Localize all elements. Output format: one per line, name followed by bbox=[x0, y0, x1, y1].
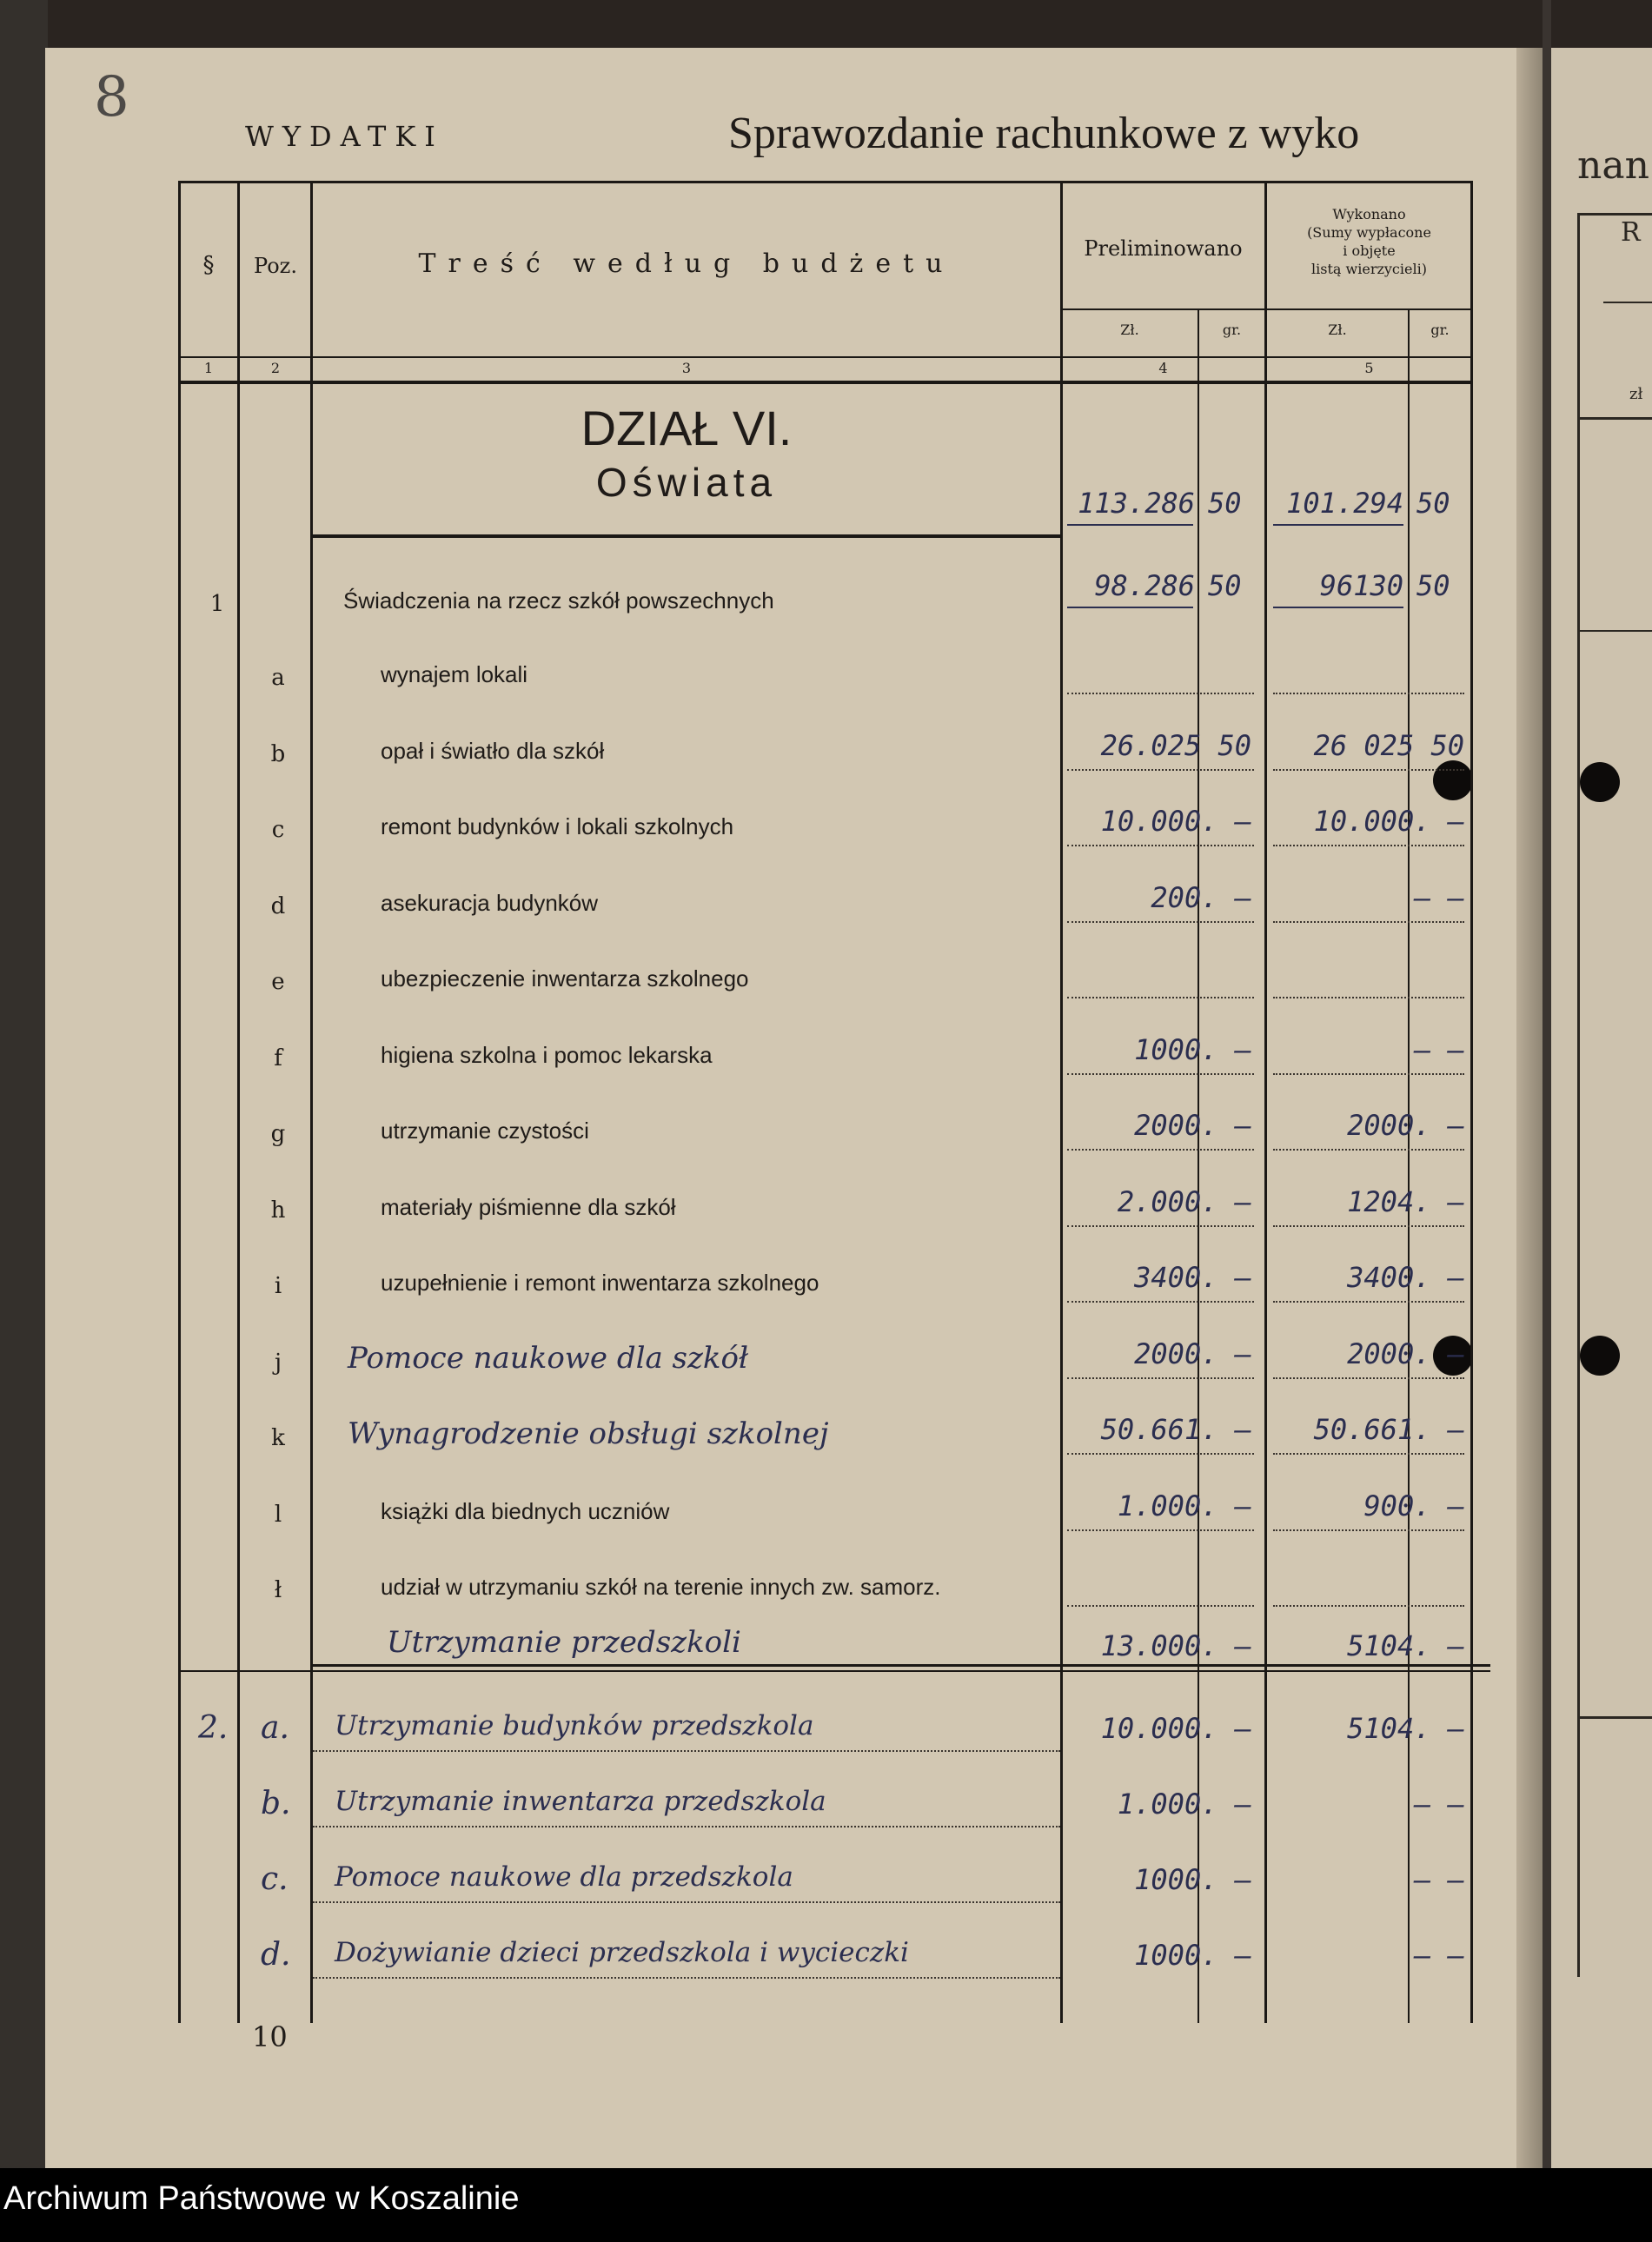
next-page-column-label: R bbox=[1621, 217, 1641, 248]
section-rule bbox=[313, 534, 1062, 538]
dotted-rule bbox=[1067, 921, 1254, 923]
table-top-rule bbox=[178, 181, 1473, 183]
group-prelim-zl: 98.286 bbox=[1094, 569, 1195, 602]
row-label: remont budynków i lokali szkolnych bbox=[381, 813, 734, 839]
paper-edge-shadow bbox=[1516, 48, 1543, 2168]
col-header-wykonano-line: listą wierzycieli) bbox=[1311, 261, 1427, 277]
row-label-handwritten: Utrzymanie budynków przedszkola bbox=[335, 1710, 814, 1741]
row-label: wynajem lokali bbox=[381, 661, 528, 687]
group-wyk-gr: 50 bbox=[1416, 569, 1450, 602]
row-label-handwritten: Pomoce naukowe dla przedszkola bbox=[335, 1861, 793, 1893]
dotted-rule bbox=[1067, 1453, 1254, 1455]
col-header-wykonano-line: (Sumy wypłacone bbox=[1307, 224, 1431, 241]
dotted-rule bbox=[1273, 997, 1464, 998]
group2-wyk: 5104. – bbox=[1347, 1629, 1464, 1662]
row-letter: h bbox=[270, 1197, 286, 1224]
dotted-rule bbox=[1273, 1073, 1464, 1075]
section-wyk-gr: 50 bbox=[1416, 487, 1450, 520]
dotted-rule bbox=[1067, 1605, 1254, 1607]
underline bbox=[1067, 607, 1193, 608]
next-page-rule bbox=[1577, 213, 1580, 1977]
col-rule bbox=[1264, 181, 1267, 2023]
next-page-rule bbox=[1577, 1716, 1652, 1719]
row-wyk: – – bbox=[1414, 1032, 1464, 1066]
unit-zl: Zł. bbox=[1120, 322, 1139, 338]
row-label: książki dla biednych uczniów bbox=[381, 1497, 670, 1524]
col-rule bbox=[237, 181, 240, 2023]
row-label: opał i światło dla szkół bbox=[381, 737, 605, 764]
row-prelim: 1.000. – bbox=[1117, 1788, 1251, 1821]
col-number: 4 bbox=[1158, 360, 1168, 376]
row-wyk: 50.661. – bbox=[1313, 1413, 1464, 1446]
row-prelim: 2.000. – bbox=[1117, 1184, 1251, 1218]
dotted-rule bbox=[1067, 1529, 1254, 1531]
col-number: 2 bbox=[270, 360, 281, 376]
dotted-rule bbox=[1273, 693, 1464, 694]
page-number: 10 bbox=[252, 2020, 288, 2053]
unit-zl: Zł. bbox=[1328, 322, 1347, 338]
dotted-rule bbox=[313, 1901, 1060, 1903]
row-letter: g bbox=[270, 1121, 286, 1147]
row-letter: j bbox=[274, 1349, 282, 1376]
row-prelim: 1000. – bbox=[1134, 1863, 1251, 1896]
section-title: DZIAŁ VI. bbox=[581, 401, 793, 455]
col-header-wykonano-line: Wykonano bbox=[1332, 206, 1406, 222]
row-wyk: 5104. – bbox=[1347, 1712, 1464, 1745]
underline bbox=[1067, 524, 1193, 526]
row-label: utrzymanie czystości bbox=[381, 1118, 589, 1144]
dotted-rule bbox=[1273, 1225, 1464, 1227]
row-letter: e bbox=[271, 969, 285, 995]
dotted-rule bbox=[1273, 1301, 1464, 1303]
row-letter: c bbox=[271, 817, 285, 843]
section-subtitle: Oświata bbox=[595, 460, 778, 505]
row-prelim: 200. – bbox=[1151, 880, 1251, 914]
row-wyk: – – bbox=[1414, 1788, 1464, 1821]
next-page-rule bbox=[1577, 417, 1652, 420]
dotted-rule bbox=[1067, 1073, 1254, 1075]
header-bottom-rule bbox=[178, 381, 1473, 384]
row-letter: k bbox=[271, 1425, 285, 1451]
dotted-rule bbox=[1273, 845, 1464, 846]
pencil-page-mark: 8 bbox=[94, 65, 129, 129]
col-header-preliminowano: Preliminowano bbox=[1084, 236, 1243, 261]
next-page-rule bbox=[1577, 213, 1652, 216]
col-header-poz: Poz. bbox=[254, 254, 297, 278]
archive-name: Archiwum Państwowe w Koszalinie bbox=[3, 2180, 520, 2217]
header-rule bbox=[178, 356, 1473, 358]
row-wyk: 2000. – bbox=[1347, 1109, 1464, 1142]
col-header-paragraph: § bbox=[202, 252, 215, 278]
unit-rule bbox=[1060, 308, 1473, 310]
next-page-fragment bbox=[1551, 48, 1652, 2168]
row-letter: a bbox=[271, 665, 285, 691]
dotted-rule bbox=[313, 1826, 1060, 1827]
section-prelim-gr: 50 bbox=[1208, 487, 1242, 520]
row-prelim: 10.000. – bbox=[1100, 805, 1251, 838]
row-prelim: 1.000. – bbox=[1117, 1489, 1251, 1522]
row-letter: l bbox=[274, 1501, 282, 1528]
unit-gr: gr. bbox=[1222, 322, 1242, 338]
row-wyk: 3400. – bbox=[1347, 1261, 1464, 1294]
row-prelim: 2000. – bbox=[1134, 1337, 1251, 1370]
row-letter: i bbox=[274, 1273, 282, 1299]
paragraph-number: 1 bbox=[209, 591, 225, 617]
underline bbox=[1273, 524, 1403, 526]
group-wyk-zl: 96130 bbox=[1319, 569, 1403, 602]
row-prelim: 1000. – bbox=[1134, 1939, 1251, 1972]
row-letter: f bbox=[274, 1045, 282, 1071]
punch-hole bbox=[1580, 1336, 1620, 1376]
row-wyk: 900. – bbox=[1363, 1489, 1464, 1522]
next-page-title: nan bbox=[1577, 143, 1649, 188]
row-wyk: 10.000. – bbox=[1313, 805, 1464, 838]
row-label: higiena szkolna i pomoc lekarska bbox=[381, 1041, 713, 1068]
row-label-handwritten: Utrzymanie inwentarza przedszkola bbox=[335, 1786, 826, 1817]
dotted-rule bbox=[1273, 1605, 1464, 1607]
row-label: asekuracja budynków bbox=[381, 889, 599, 916]
unit-gr: gr. bbox=[1430, 322, 1450, 338]
next-page-rule bbox=[1577, 630, 1652, 632]
dotted-rule bbox=[1273, 769, 1464, 771]
row-wyk: – – bbox=[1414, 1863, 1464, 1896]
col-number: 5 bbox=[1364, 360, 1374, 376]
underline bbox=[1273, 607, 1403, 608]
row-label: materiały piśmienne dla szkół bbox=[381, 1193, 676, 1220]
row-letter: c. bbox=[261, 1861, 289, 1897]
row-wyk: – – bbox=[1414, 880, 1464, 914]
dotted-rule bbox=[1273, 1453, 1464, 1455]
row-letter: d bbox=[270, 892, 286, 919]
row-label-handwritten: Pomoce naukowe dla szkół bbox=[348, 1340, 748, 1376]
table-left-rule bbox=[178, 181, 181, 2023]
col-header-wykonano bbox=[1267, 205, 1471, 278]
page-gap bbox=[1543, 0, 1551, 2168]
group-double-rule bbox=[178, 1670, 1490, 1672]
col-header-tresc: Treść według budżetu bbox=[418, 249, 955, 279]
section-wyk-zl: 101.294 bbox=[1286, 487, 1403, 520]
col-rule bbox=[310, 181, 313, 2023]
archive-footer bbox=[0, 2168, 1652, 2242]
col-number: 3 bbox=[681, 360, 692, 376]
section-prelim-zl: 113.286 bbox=[1078, 487, 1195, 520]
row-paragraph: 2. bbox=[198, 1710, 229, 1746]
dotted-rule bbox=[1067, 1377, 1254, 1379]
header-title: Sprawozdanie rachunkowe z wyko bbox=[728, 109, 1360, 158]
row-label: ubezpieczenie inwentarza szkolnego bbox=[381, 965, 749, 992]
dotted-rule bbox=[1067, 1225, 1254, 1227]
table-right-rule bbox=[1470, 181, 1473, 2023]
row-wyk: 2000. – bbox=[1347, 1337, 1464, 1370]
row-wyk: 26 025 50 bbox=[1313, 728, 1464, 762]
row-letter: b. bbox=[261, 1786, 291, 1821]
col-number: 1 bbox=[203, 360, 214, 376]
row-label: udział w utrzymaniu szkół na terenie innych zw. samorz. bbox=[381, 1574, 941, 1600]
dotted-rule bbox=[313, 1750, 1060, 1752]
dotted-rule bbox=[313, 1977, 1060, 1979]
dotted-rule bbox=[1067, 693, 1254, 694]
next-page-rule bbox=[1603, 302, 1652, 303]
next-page-unit: zł bbox=[1629, 385, 1643, 403]
row-letter: d. bbox=[261, 1937, 291, 1973]
dotted-rule bbox=[1067, 845, 1254, 846]
col-rule bbox=[1198, 308, 1199, 2023]
dotted-rule bbox=[1067, 769, 1254, 771]
group-prelim-gr: 50 bbox=[1208, 569, 1242, 602]
col-header-wykonano-line: i objęte bbox=[1343, 242, 1396, 259]
row-prelim: 50.661. – bbox=[1100, 1413, 1251, 1446]
col-rule bbox=[1060, 181, 1063, 2023]
row-wyk: 1204. – bbox=[1347, 1184, 1464, 1218]
row-letter: a. bbox=[261, 1710, 289, 1746]
row-letter: ł bbox=[274, 1577, 282, 1603]
dotted-rule bbox=[1067, 997, 1254, 998]
row-label-handwritten: Dożywianie dzieci przedszkola i wycieczki bbox=[335, 1937, 909, 1968]
dotted-rule bbox=[1273, 1377, 1464, 1379]
row-prelim: 2000. – bbox=[1134, 1109, 1251, 1142]
header-wydatki: WYDATKI bbox=[245, 120, 444, 153]
row-prelim: 10.000. – bbox=[1100, 1712, 1251, 1745]
group-double-rule bbox=[313, 1664, 1490, 1667]
row-prelim: 3400. – bbox=[1134, 1261, 1251, 1294]
punch-hole bbox=[1580, 762, 1620, 802]
dotted-rule bbox=[1067, 1149, 1254, 1151]
punch-hole bbox=[1433, 760, 1473, 800]
dotted-rule bbox=[1273, 921, 1464, 923]
row-prelim: 1000. – bbox=[1134, 1032, 1251, 1066]
row-letter: b bbox=[270, 740, 286, 767]
group2-prelim: 13.000. – bbox=[1100, 1629, 1251, 1662]
scan-background-left bbox=[0, 0, 48, 2168]
dotted-rule bbox=[1273, 1149, 1464, 1151]
dotted-rule bbox=[1273, 1529, 1464, 1531]
row-label-handwritten: Wynagrodzenie obsługi szkolnej bbox=[348, 1416, 829, 1451]
group-label: Świadczenia na rzecz szkół powszechnych bbox=[343, 587, 774, 614]
col-rule bbox=[1408, 308, 1410, 2023]
group2-label: Utrzymanie przedszkoli bbox=[387, 1625, 741, 1660]
row-label: uzupełnienie i remont inwentarza szkolnego bbox=[381, 1270, 819, 1296]
row-wyk: – – bbox=[1414, 1939, 1464, 1972]
row-prelim: 26.025 50 bbox=[1100, 728, 1251, 762]
dotted-rule bbox=[1067, 1301, 1254, 1303]
